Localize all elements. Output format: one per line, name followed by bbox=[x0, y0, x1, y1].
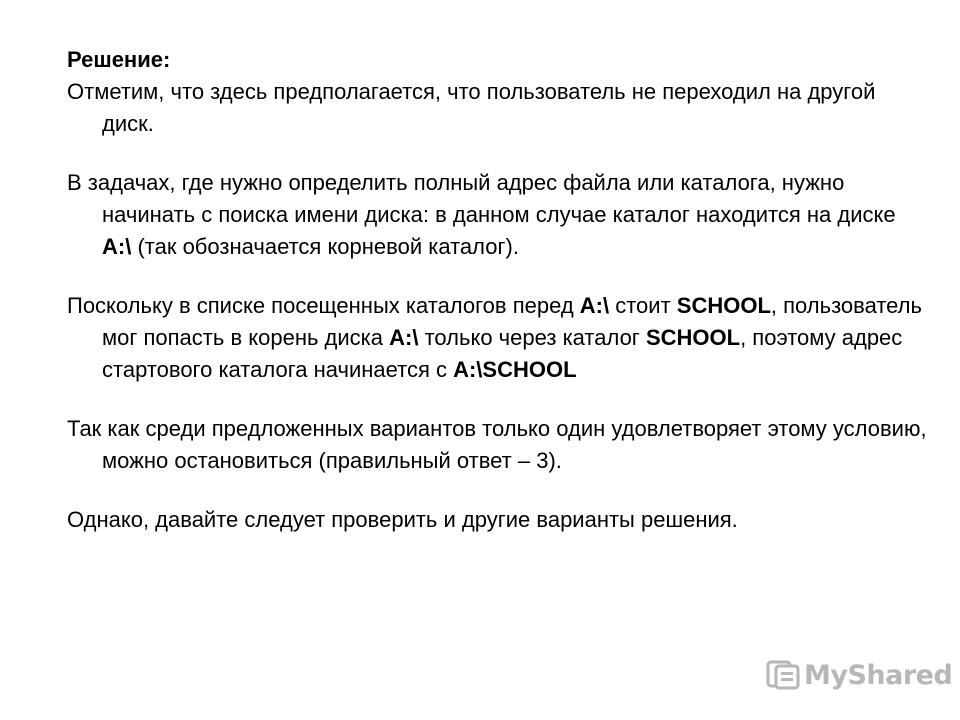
paragraph-text: Поскольку в списке посещенных каталогов перед bbox=[67, 293, 580, 318]
paragraph-same-disk bbox=[67, 76, 927, 140]
paragraph-text: Так как среди предложенных вариантов только один удовлетворяет этому условию, можно остановиться (правильный ответ – 3). bbox=[67, 416, 927, 473]
paragraph-text: (так обозначается корневой каталог). bbox=[131, 234, 519, 259]
paragraph-text: , пользователь мог попасть в корень диска bbox=[102, 293, 922, 350]
paragraph-text: Однако, давайте следует проверить и другие варианты решения. bbox=[67, 507, 738, 532]
start-dir-path: A:\SCHOOL bbox=[453, 357, 577, 382]
paragraph-answer bbox=[67, 413, 927, 477]
watermark-text: MyShared bbox=[804, 659, 953, 691]
drive-root-path: A:\ bbox=[389, 325, 419, 350]
solution-heading: Решение: bbox=[67, 47, 171, 72]
drive-root-path: A:\ bbox=[102, 234, 132, 259]
paragraph-text: только через каталог bbox=[418, 325, 646, 350]
drive-root-path: A:\ bbox=[579, 293, 610, 318]
myshared-logo-icon bbox=[766, 658, 800, 692]
paragraph-text: стоит bbox=[609, 293, 677, 318]
school-dir-name: SCHOOL bbox=[676, 293, 771, 318]
paragraph-visited-dirs bbox=[67, 290, 927, 386]
paragraph-text: В задачах, где нужно определить полный адрес файла или каталога, нужно начинать с поиска имени диска: в данном случае каталог находится на диске bbox=[67, 170, 896, 227]
myshared-watermark bbox=[766, 655, 952, 695]
school-dir-name: SCHOOL bbox=[645, 325, 741, 350]
paragraph-check-others bbox=[67, 504, 927, 536]
paragraph-text: , поэтому адрес стартового каталога начинается с bbox=[102, 325, 903, 382]
slide-content bbox=[67, 44, 927, 563]
paragraph-text: Отметим, что здесь предполагается, что пользователь не переходил на другой диск. bbox=[67, 79, 876, 136]
paragraph-disk-search bbox=[67, 167, 927, 263]
